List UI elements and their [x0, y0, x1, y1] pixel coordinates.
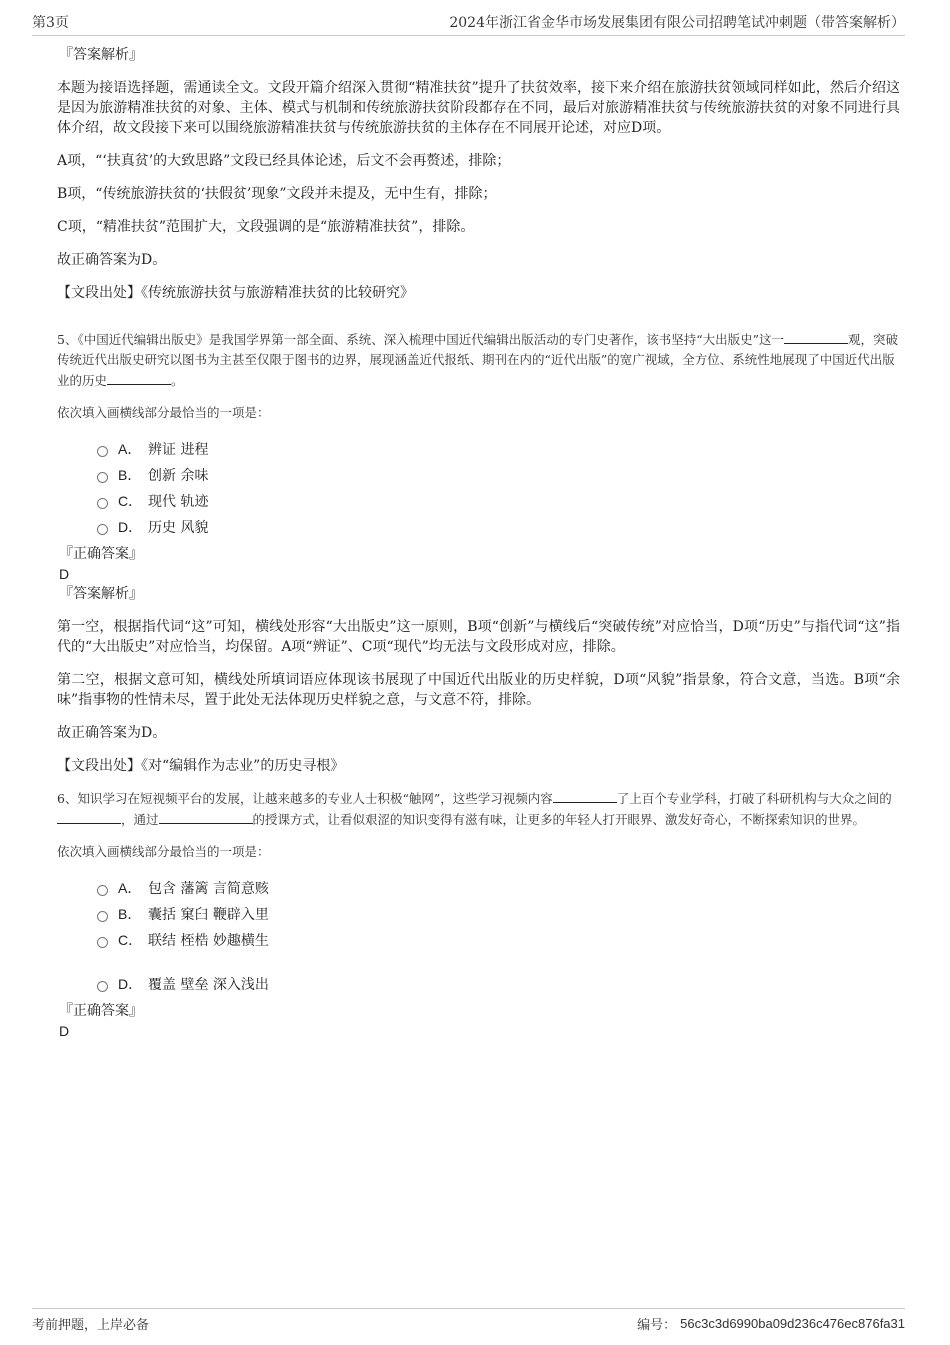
q6-option-b[interactable] — [97, 901, 900, 927]
q5-analysis-p2: 第二空，根据文意可知，横线处所填词语应体现该书展现了中国近代出版业的历史样貌，D项“风貌”指景象，符合文意，当选。B项“余味”指事物的性情未尽，置于此处无法体现历史样貌之意，与文意不符，排除。 — [57, 672, 900, 708]
option-text: 历史 风貌 — [148, 520, 209, 536]
option-letter: C． — [118, 493, 143, 509]
q6-blank-2 — [57, 809, 121, 824]
option-letter: B． — [118, 467, 142, 483]
q5-stem-part-3: 。 — [171, 373, 184, 388]
page-number: 第3页 — [32, 15, 69, 31]
q4-analysis-p3: B项，“传统旅游扶贫的‘扶假贫’现象”文段并未提及，无中生有，排除； — [57, 186, 497, 202]
q5-analysis-label: 『答案解析』 — [59, 586, 143, 602]
q4-analysis-p1: 本题为接语选择题，需通读全文。文段开篇介绍深入贯彻“精准扶贫”提升了扶贫效率，接下来介绍在旅游扶贫领域同样如此，然后介绍这是因为旅游精准扶贫的对象、主体、模式与机制和传统旅游扶贫阶段都存在不同，最后对旅游精准扶贫与传统旅游扶贫的对象不同进行具体介绍，故文段接下来可以围绕旅游精准扶贫与传统旅游扶贫的主体存在不同展开论述，对应D项。 — [57, 80, 900, 136]
q6-prompt: 依次填入画横线部分最恰当的一项是： — [57, 844, 270, 859]
q6-option-a[interactable] — [97, 875, 900, 901]
q5-stem-part-2: 观，突破传统近代出版史研究以图书为主甚至仅限于图书的边界，展现涵盖近代报纸、期刊在内的“近代出版”的宽广视域，全方位、系统性地展现了中国近代出版业的历史 — [57, 332, 899, 388]
q5-option-d[interactable] — [97, 514, 900, 540]
q6-stem-part-3: ，通过 — [121, 812, 159, 827]
radio-icon[interactable] — [97, 911, 108, 922]
q4-analysis-p2: A项，“‘扶真贫’的大致思路”文段已经具体论述，后文不会再赘述，排除； — [57, 153, 511, 169]
option-text: 现代 轨迹 — [148, 494, 209, 510]
radio-icon[interactable] — [97, 498, 108, 509]
option-letter: A． — [118, 880, 142, 896]
q6-options — [97, 875, 900, 997]
q4-analysis-p5: 故正确答案为D。 — [57, 252, 167, 268]
q6-blank-3 — [159, 809, 253, 824]
option-letter: A． — [118, 441, 142, 457]
q4-analysis-p4: C项，“精准扶贫”范围扩大，文段强调的是“旅游精准扶贫”，排除。 — [57, 219, 475, 235]
radio-icon[interactable] — [97, 524, 108, 535]
q5-stem-part-1: 5、《中国近代编辑出版史》是我国学界第一部全面、系统、深入梳理中国近代编辑出版活动的专门史著作，该书坚持“大出版史”这一 — [57, 332, 784, 347]
option-letter: D． — [118, 519, 143, 535]
q5-option-c[interactable] — [97, 488, 900, 514]
footer-code — [637, 1314, 905, 1333]
option-text: 囊括 窠臼 鞭辟入里 — [148, 907, 269, 923]
q5-prompt: 依次填入画横线部分最恰当的一项是： — [57, 405, 270, 420]
footer-slogan: 考前押题，上岸必备 — [32, 1317, 150, 1333]
option-text: 辨证 进程 — [148, 442, 209, 458]
page-content — [57, 45, 900, 1041]
option-text: 创新 余味 — [148, 468, 209, 484]
q5-analysis-p1: 第一空，根据指代词“这”可知，横线处形容“大出版史”这一原则，B项“创新”与横线后“突破传统”对应恰当，D项“历史”与指代词“这”指代的“大出版史”对应恰当，均保留。A项“辨证”、C项“现代”均无法与文段形成对应，排除。 — [57, 619, 900, 655]
option-text: 包含 藩篱 言简意赅 — [148, 881, 269, 897]
q5-option-b[interactable] — [97, 462, 900, 488]
q5-blank-2 — [107, 370, 171, 385]
page-footer — [32, 1308, 905, 1337]
radio-icon[interactable] — [97, 446, 108, 457]
option-text: 覆盖 壁垒 深入浅出 — [148, 977, 269, 993]
q5-option-a[interactable] — [97, 436, 900, 462]
radio-icon[interactable] — [97, 885, 108, 896]
option-letter: C． — [118, 932, 143, 948]
q5-blank-1 — [784, 329, 848, 344]
q5-options — [97, 436, 900, 540]
q4-source: 【文段出处】《传统旅游扶贫与旅游精准扶贫的比较研究》 — [57, 285, 414, 301]
q5-answer-label: 『正确答案』 — [59, 546, 143, 562]
page-header — [32, 8, 905, 36]
q6-stem-part-4: 的授课方式，让看似艰涩的知识变得有滋有味，让更多的年轻人打开眼界、激发好奇心，不断探索知识的世界。 — [252, 812, 866, 827]
q6-option-c[interactable] — [97, 927, 900, 953]
option-letter: D． — [118, 976, 143, 992]
q6-stem-part-2: 了上百个专业学科，打破了科研机构与大众之间的 — [616, 791, 892, 806]
option-letter: B． — [118, 906, 142, 922]
q6-stem-part-1: 6、知识学习在短视频平台的发展，让越来越多的专业人士积极“触网”，这些学习视频内容 — [57, 791, 553, 806]
q5-source: 【文段出处】《对“编辑作为志业”的历史寻根》 — [57, 758, 345, 774]
radio-icon[interactable] — [97, 472, 108, 483]
option-text: 联结 桎梏 妙趣横生 — [148, 933, 269, 949]
q6-answer-label: 『正确答案』 — [59, 1003, 143, 1019]
document-title: 2024年浙江省金华市场发展集团有限公司招聘笔试冲刺题（带答案解析） — [449, 15, 905, 31]
footer-code-value: 56c3c3d6990ba09d236c476ec876fa31 — [680, 1315, 905, 1331]
q4-analysis-label: 『答案解析』 — [59, 47, 143, 63]
q5-analysis-p3: 故正确答案为D。 — [57, 725, 167, 741]
q6-option-d[interactable] — [97, 971, 900, 997]
radio-icon[interactable] — [97, 981, 108, 992]
q6-stem — [57, 788, 900, 830]
q6-answer: D — [59, 1023, 70, 1039]
q6-blank-1 — [553, 788, 617, 803]
q5-stem — [57, 329, 900, 391]
radio-icon[interactable] — [97, 937, 108, 948]
q5-answer: D — [59, 566, 70, 582]
footer-code-label: 编号： — [637, 1317, 677, 1333]
